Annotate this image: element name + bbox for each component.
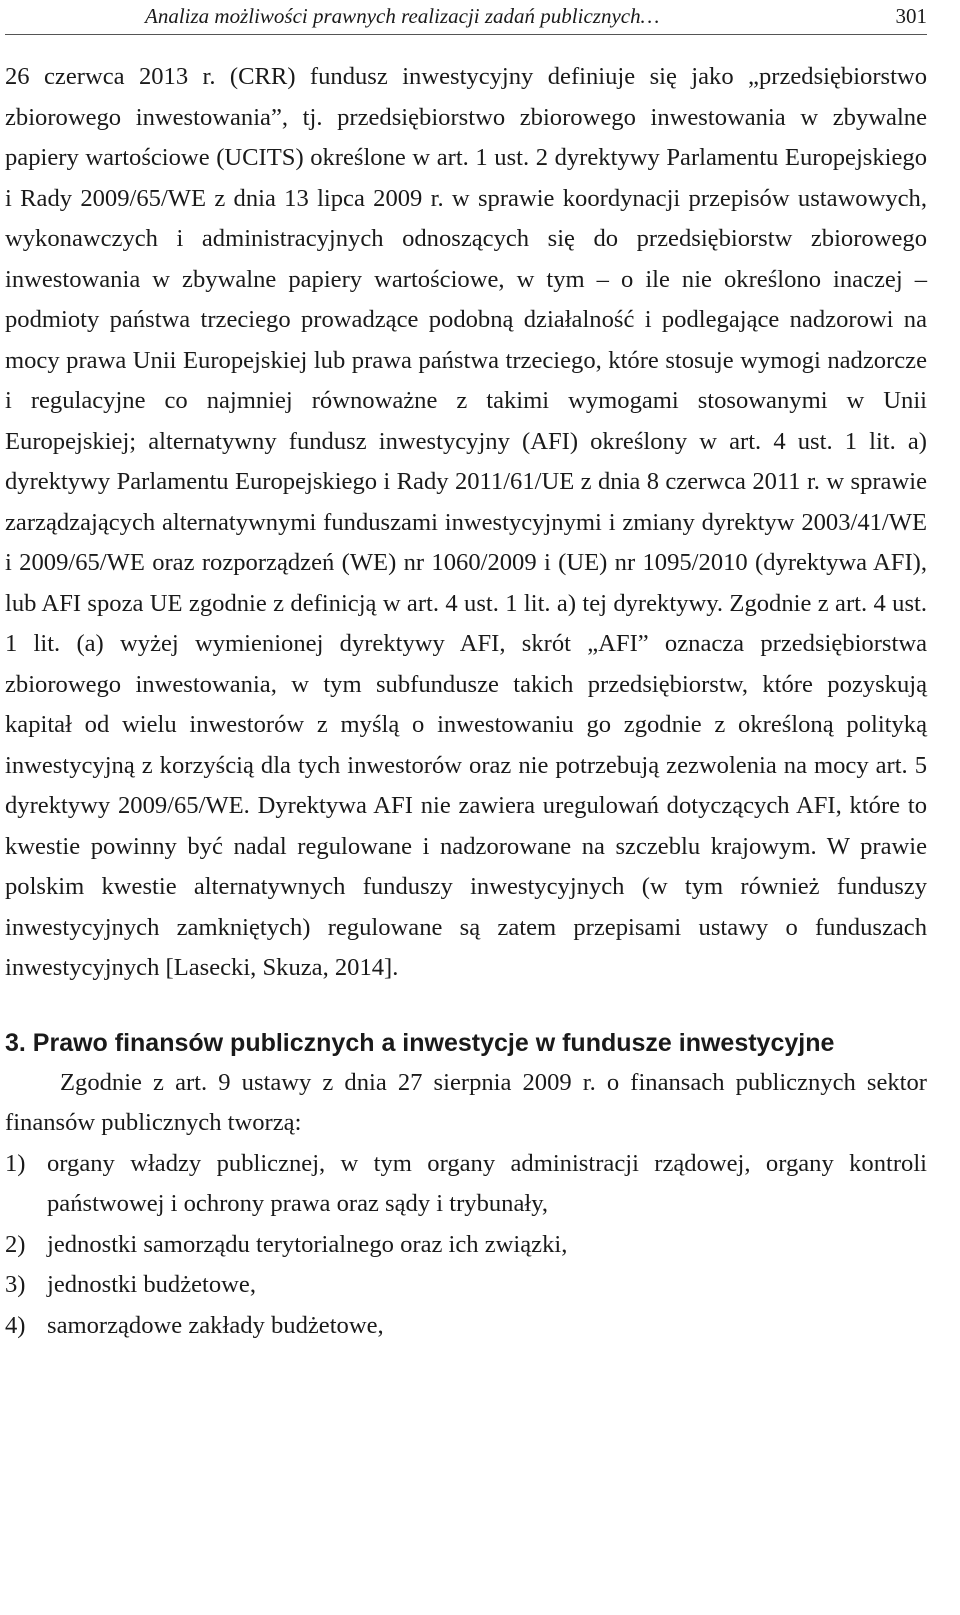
list-item-number: 2) — [5, 1230, 26, 1258]
list-item-text: jednostki budżetowe, — [47, 1271, 256, 1298]
list-item-text: organy władzy publicznej, w tym organy administracji rządowej, organy kontroli państwowej i ochrony prawa oraz sądy i trybunały, — [47, 1149, 927, 1217]
document-page — [5, 0, 927, 1346]
page-number: 301 — [895, 4, 927, 28]
list-item — [5, 1225, 927, 1266]
list-item — [5, 1265, 927, 1306]
section-heading: 3. Prawo finansów publicznych a inwestycje w fundusze inwestycyjne — [5, 1028, 835, 1057]
section-intro: Zgodnie z art. 9 ustawy z dnia 27 sierpnia 2009 r. o finansach publicznych sektor finansów publicznych tworzą: — [5, 1068, 927, 1136]
list-item-number: 1) — [5, 1149, 26, 1177]
list-item — [5, 1306, 927, 1347]
body-text — [5, 57, 927, 989]
list-item-number: 4) — [5, 1311, 26, 1339]
body-paragraph: 26 czerwca 2013 r. (CRR) fundusz inwestycyjny definiuje się jako „przedsiębiorstwo zbiorowego inwestowania”, tj. przedsiębiorstwo zbiorowego inwestowania w zbywalne papiery wartościowe (UCITS) określone w art. 1 ust. 2 dyrektywy Parlamentu Europejskiego i Rady 2009/65/WE z dnia 13 lipca 2009 r. w sprawie koordynacji przepisów ustawowych, wykonawczych i administracyjnych odnoszących się do przedsiębiorstw zbiorowego inwestowania w zbywalne papiery wartościowe, w tym – o ile nie określono inaczej – podmioty państwa trzeciego prowadzące podobną działalność i podlegające nadzorowi na mocy prawa Unii Europejskiej lub prawa państwa trzeciego, które stosuje wymogi nadzorcze i regulacyjne co najmniej równoważne z takimi wymogami stosowanymi w Unii Europejskiej; alternatywny fundusz inwestycyjny (AFI) określony w art. 4 ust. 1 lit. a) dyrektywy Parlamentu Europejskiego i Rady 2011/61/UE z dnia 8 czerwca 2011 r. w sprawie zarządzających alternatywnymi funduszami inwestycyjnymi i zmiany dyrektyw 2003/41/WE i 2009/65/WE oraz rozporządzeń (WE) nr 1060/2009 i (UE) nr 1095/2010 (dyrektywa AFI), lub AFI spoza UE zgodnie z definicją w art. 4 ust. 1 lit. a) tej dyrektywy. Zgodnie z art. 4 ust. 1 lit. (a) wyżej wymienionej dyrektywy AFI, skrót „AFI” oznacza przedsiębiorstwa zbiorowego inwestowania, w tym subfundusze takich przedsiębiorstw, które pozyskują kapitał od wielu inwestorów z myślą o inwestowaniu go zgodnie z określoną polityką inwestycyjną z korzyścią dla tych inwestorów oraz nie potrzebują zezwolenia na mocy art. 5 dyrektywy 2009/65/WE. Dyrektywa AFI nie zawiera uregulowań dotyczących AFI, które to kwestie powinny być nadal regulowane i nadzorowane na szczeblu krajowym. W prawie polskim kwestie alternatywnych funduszy inwestycyjnych (w tym również funduszy inwestycyjnych zamkniętych) regulowane są zatem przepisami ustawy o funduszach inwestycyjnych [Lasecki, Skuza, 2014]. — [5, 63, 927, 981]
list-item-number: 3) — [5, 1271, 26, 1298]
list-item-text: samorządowe zakłady budżetowe, — [47, 1311, 384, 1339]
list-item-text: jednostki samorządu terytorialnego oraz ich związki, — [47, 1230, 568, 1258]
running-header — [5, 0, 927, 35]
public-finance-sector-list — [5, 1144, 927, 1347]
running-header-title: Analiza możliwości prawnych realizacji zadań publicznych… — [145, 4, 660, 28]
list-item — [5, 1144, 927, 1225]
